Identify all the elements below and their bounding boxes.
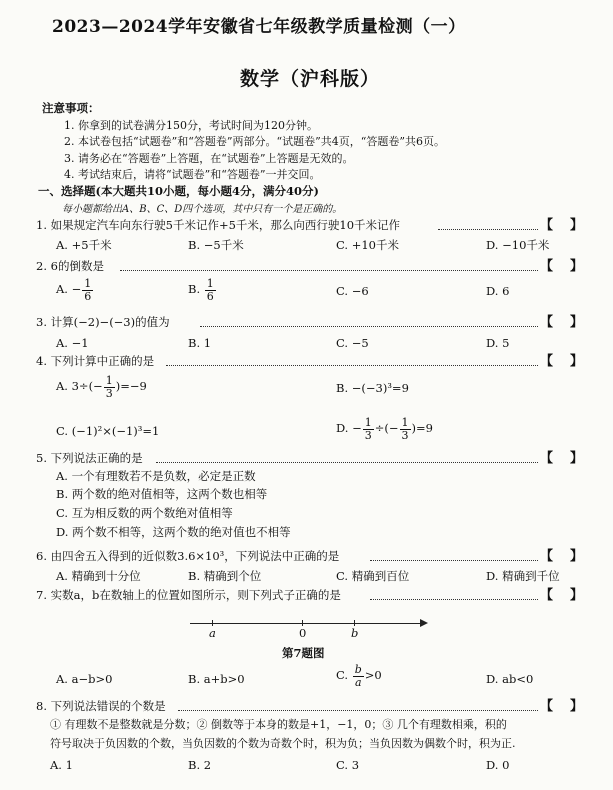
q4-a-num: 1 — [105, 374, 113, 387]
question-3-option-b: B. 1 — [188, 336, 212, 350]
question-2-stem: 2. 6的倒数是 — [36, 259, 104, 273]
q4-d-suffix: )=9 — [411, 421, 433, 436]
q4-d-num1: 1 — [364, 416, 372, 429]
question-8-option-d: D. 0 — [486, 758, 510, 772]
question-7-stem: 7. 实数a，b在数轴上的位置如图所示，则下列式子正确的是 — [36, 588, 341, 602]
number-line-arrow-icon — [420, 619, 428, 627]
q2-b-den: 6 — [206, 289, 214, 303]
question-2-option-d: D. 6 — [486, 284, 510, 298]
number-line-label-zero: 0 — [299, 626, 307, 640]
question-4-option-c: C. (−1)²×(−1)³=1 — [56, 424, 160, 438]
question-1-bracket-close: 】 — [570, 218, 584, 233]
question-8-option-b: B. 2 — [188, 758, 212, 772]
number-line-label-a: a — [209, 626, 216, 640]
section-heading: 一、选择题(本大题共10小题，每小题4分，满分40分) — [38, 184, 319, 198]
question-3-bracket-close: 】 — [570, 315, 584, 330]
q4-d-fraction-1 — [363, 417, 374, 441]
figure-caption: 第7题图 — [282, 646, 325, 660]
question-5-bracket-close: 】 — [570, 451, 584, 466]
question-1-stem: 1. 如果规定汽车向东行驶5千米记作+5千米，那么向西行驶10千米记作 — [36, 218, 401, 232]
question-3-option-d: D. 5 — [486, 336, 510, 350]
question-7-option-b: B. a+b>0 — [188, 672, 245, 686]
question-4-bracket-close: 】 — [570, 354, 584, 369]
question-4-option-a — [56, 375, 147, 399]
question-6-option-c: C. 精确到百位 — [336, 569, 410, 583]
question-7-bracket-open: 【 — [540, 588, 554, 603]
question-4-bracket-open: 【 — [540, 354, 554, 369]
q4-d-prefix: D. − — [336, 421, 362, 436]
number-line-label-b: b — [351, 626, 359, 640]
section-instruction: 每小题都给出A、B、C、D四个选项，其中只有一个是正确的。 — [62, 204, 343, 215]
question-2-option-a — [56, 278, 94, 302]
q2-b-fraction — [205, 278, 216, 302]
question-6-bracket-close: 】 — [570, 549, 584, 564]
question-2-option-c: C. −6 — [336, 284, 369, 298]
question-5-option-a: A. 一个有理数若不是负数，必定是正数 — [56, 469, 256, 483]
q7-c-fraction — [353, 664, 364, 688]
question-8-bracket-open: 【 — [540, 699, 554, 714]
question-2-leader — [120, 270, 538, 271]
question-8-stem: 8. 下列说法错误的个数是 — [36, 699, 166, 713]
number-line — [190, 623, 422, 624]
question-6-option-d: D. 精确到千位 — [486, 569, 560, 583]
q7-c-num: b — [354, 663, 362, 676]
q4-a-prefix: A. 3÷(− — [56, 379, 103, 394]
question-3-option-c: C. −5 — [336, 336, 369, 350]
q2-a-prefix: A. − — [56, 282, 82, 297]
q4-d-den1: 3 — [364, 428, 372, 442]
question-1-option-d: D. −10千米 — [486, 238, 550, 252]
question-5-leader — [156, 462, 538, 463]
question-2-bracket-open: 【 — [540, 259, 554, 274]
question-8-option-c: C. 3 — [336, 758, 360, 772]
note-item-4: 4. 考试结束后，请将“试题卷”和“答题卷”一并交回。 — [64, 168, 321, 181]
exam-title: 2023—2024学年安徽省七年级教学质量检测（一） — [52, 17, 466, 37]
question-5-bracket-open: 【 — [540, 451, 554, 466]
question-5-option-b: B. 两个数的绝对值相等，这两个数也相等 — [56, 487, 268, 501]
question-3-option-a: A. −1 — [56, 336, 89, 350]
q2-a-fraction — [82, 278, 93, 302]
question-6-option-a: A. 精确到十分位 — [56, 569, 141, 583]
question-5-option-d: D. 两个数不相等，这两个数的绝对值也不相等 — [56, 525, 291, 539]
question-6-leader — [370, 560, 538, 561]
q2-b-prefix: B. — [188, 282, 204, 297]
question-2-bracket-close: 】 — [570, 259, 584, 274]
q2-a-num: 1 — [84, 277, 92, 290]
q4-a-den: 3 — [105, 386, 113, 400]
q4-d-mid: ÷(− — [374, 421, 399, 436]
q2-b-num: 1 — [206, 277, 214, 290]
question-6-stem: 6. 由四舍五入得到的近似数3.6×10³，下列说法中正确的是 — [36, 549, 340, 563]
q2-a-den: 6 — [84, 289, 92, 303]
question-1-option-c: C. +10千米 — [336, 238, 399, 252]
q4-d-den2: 3 — [401, 428, 409, 442]
q7-c-den: a — [354, 675, 362, 689]
exam-subtitle: 数学（沪科版） — [240, 68, 381, 90]
q7-c-prefix: C. — [336, 668, 352, 683]
question-8-statements-line-2: 符号取决于负因数的个数，当负因数的个数为奇数个时，积为负；当负因数为偶数个时，积为正. — [50, 737, 516, 750]
question-5-option-c: C. 互为相反数的两个数绝对值相等 — [56, 506, 233, 520]
question-5-stem: 5. 下列说法正确的是 — [36, 451, 143, 465]
question-3-leader — [200, 326, 538, 327]
question-7-option-a: A. a−b>0 — [56, 672, 113, 686]
question-7-leader — [370, 599, 538, 600]
question-1-leader — [438, 229, 538, 230]
question-3-bracket-open: 【 — [540, 315, 554, 330]
q4-a-fraction — [104, 375, 115, 399]
question-2-option-b — [188, 278, 217, 302]
question-3-stem: 3. 计算(−2)−(−3)的值为 — [36, 315, 170, 329]
q7-c-suffix: >0 — [364, 668, 382, 683]
q4-d-fraction-2 — [400, 417, 411, 441]
question-7-option-c — [336, 664, 382, 688]
question-7-bracket-close: 】 — [570, 588, 584, 603]
question-4-stem: 4. 下列计算中正确的是 — [36, 354, 155, 368]
question-6-option-b: B. 精确到个位 — [188, 569, 262, 583]
question-8-option-a: A. 1 — [50, 758, 73, 772]
question-8-leader — [178, 710, 538, 711]
question-7-option-d: D. ab<0 — [486, 672, 534, 686]
question-1-option-a: A. +5千米 — [56, 238, 112, 252]
question-4-option-d — [336, 417, 433, 441]
question-4-leader — [166, 365, 538, 366]
question-4-option-b: B. −(−3)³=9 — [336, 381, 409, 395]
note-item-3: 3. 请务必在“答题卷”上答题，在“试题卷”上答题是无效的。 — [64, 152, 354, 165]
question-1-option-b: B. −5千米 — [188, 238, 244, 252]
question-8-bracket-close: 】 — [570, 699, 584, 714]
question-6-bracket-open: 【 — [540, 549, 554, 564]
notes-heading: 注意事项： — [42, 101, 100, 115]
q4-d-num2: 1 — [401, 416, 409, 429]
q4-a-suffix: )=−9 — [115, 379, 147, 394]
note-item-2: 2. 本试卷包括“试题卷”和“答题卷”两部分。“试题卷”共4页，“答题卷”共6页。 — [64, 135, 445, 148]
question-1-bracket-open: 【 — [540, 218, 554, 233]
note-item-1: 1. 你拿到的试卷满分150分，考试时间为120分钟。 — [64, 119, 318, 132]
question-8-statements-line-1: ① 有理数不是整数就是分数；② 倒数等于本身的数是+1，−1，0；③ 几个有理数相乘，积的 — [50, 718, 507, 731]
